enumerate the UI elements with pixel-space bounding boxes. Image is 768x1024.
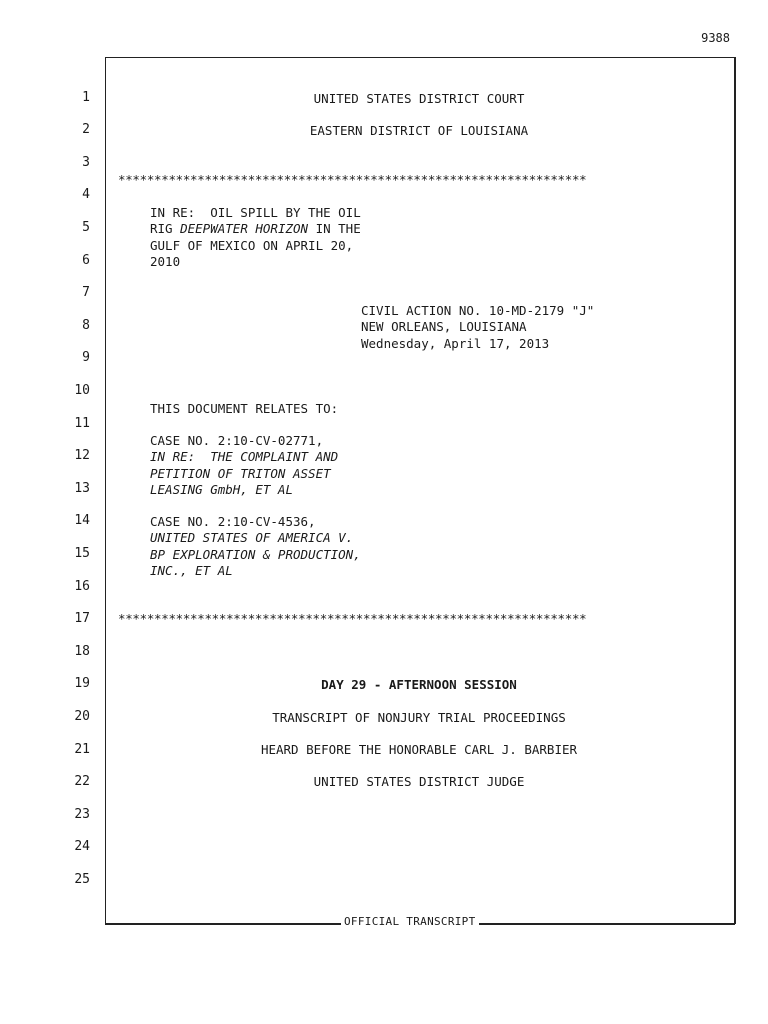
line-number: 22	[74, 774, 90, 789]
line-number: 14	[74, 513, 90, 528]
line-number: 5	[82, 220, 90, 235]
line-number: 8	[82, 318, 90, 333]
case-title-line: BP EXPLORATION & PRODUCTION,	[150, 547, 361, 562]
asterisk-divider: *****************************************************************	[118, 172, 587, 187]
asterisk-divider: *****************************************************************	[118, 611, 587, 626]
line-number: 25	[74, 872, 90, 887]
heard-before: HEARD BEFORE THE HONORABLE CARL J. BARBIER	[260, 742, 578, 757]
case-number: CASE NO. 2:10-CV-02771,	[150, 433, 324, 448]
case-title-line: UNITED STATES OF AMERICA V.	[150, 530, 354, 545]
line-number: 15	[74, 546, 90, 561]
case-title-line: LEASING GmbH, ET AL	[150, 482, 293, 497]
session-title: DAY 29 - AFTERNOON SESSION	[321, 677, 517, 692]
line-number: 7	[82, 285, 90, 300]
court-name: UNITED STATES DISTRICT COURT	[313, 91, 525, 106]
caption-text: RIG	[150, 221, 181, 236]
line-number: 2	[82, 122, 90, 137]
line-number: 16	[74, 579, 90, 594]
judge-title: UNITED STATES DISTRICT JUDGE	[313, 774, 525, 789]
case-number: CASE NO. 2:10-CV-4536,	[150, 514, 316, 529]
line-number: 12	[74, 448, 90, 463]
line-number: 18	[74, 644, 90, 659]
line-number: 21	[74, 742, 90, 757]
vessel-name: DEEPWATER HORIZON	[180, 221, 309, 236]
line-number: 13	[74, 481, 90, 496]
caption-line	[150, 221, 361, 236]
line-number: 3	[82, 155, 90, 170]
line-number: 9	[82, 350, 90, 365]
case-title-line: PETITION OF TRITON ASSET	[150, 466, 331, 481]
line-number: 19	[74, 676, 90, 691]
hearing-date: Wednesday, April 17, 2013	[361, 336, 550, 351]
line-number: 10	[74, 383, 90, 398]
footer-label: OFFICIAL TRANSCRIPT	[341, 915, 479, 928]
caption-line: GULF OF MEXICO ON APRIL 20,	[150, 238, 354, 253]
line-number: 17	[74, 611, 90, 626]
caption-line: IN RE: OIL SPILL BY THE OIL	[150, 205, 361, 220]
line-number: 23	[74, 807, 90, 822]
case-title-line: INC., ET AL	[150, 563, 233, 578]
civil-action-number: CIVIL ACTION NO. 10-MD-2179 "J"	[361, 303, 595, 318]
location: NEW ORLEANS, LOUISIANA	[361, 319, 527, 334]
line-number: 20	[74, 709, 90, 724]
relates-heading: THIS DOCUMENT RELATES TO:	[150, 401, 339, 416]
line-number: 4	[82, 187, 90, 202]
caption-line: 2010	[150, 254, 181, 269]
caption-text: IN THE	[308, 221, 361, 236]
page-number: 9388	[701, 31, 730, 45]
line-number: 6	[82, 253, 90, 268]
line-number: 24	[74, 839, 90, 854]
court-district: EASTERN DISTRICT OF LOUISIANA	[309, 123, 529, 138]
transcript-title: TRANSCRIPT OF NONJURY TRIAL PROCEEDINGS	[272, 710, 566, 725]
case-title-line: IN RE: THE COMPLAINT AND	[150, 449, 339, 464]
line-number: 11	[74, 416, 90, 431]
line-number: 1	[82, 90, 90, 105]
